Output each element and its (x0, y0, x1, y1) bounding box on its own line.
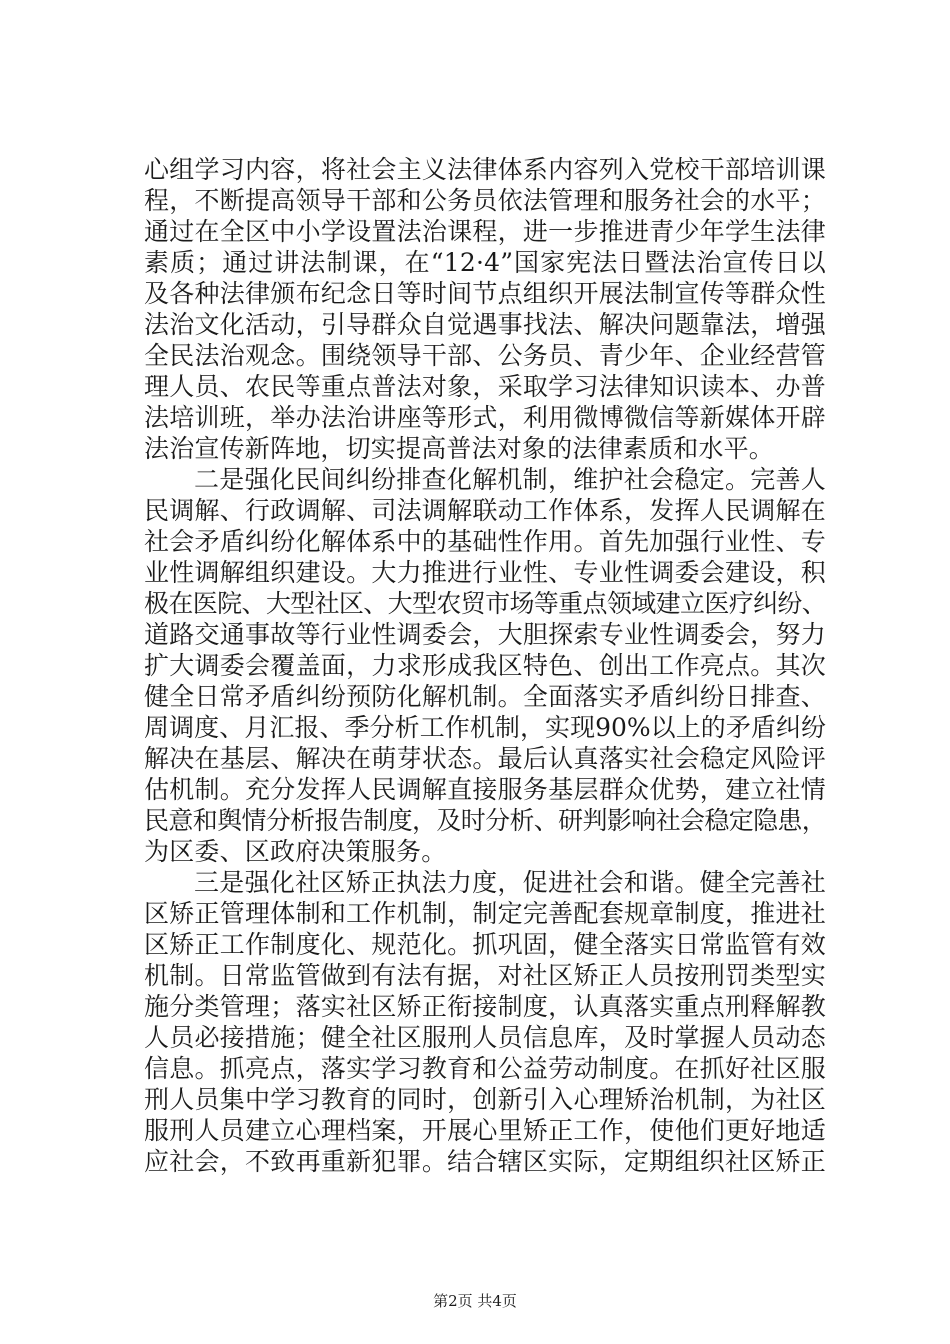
text-line: 施分类管理；落实社区矫正衔接制度，认真落实重点刑释解教 (144, 992, 826, 1021)
text-line: 三是强化社区矫正执法力度，促进社会和谐。健全完善社 (194, 868, 826, 897)
text-line: 理人员、农民等重点普法对象，采取学习法律知识读本、办普 (144, 372, 826, 401)
text-line: 民调解、行政调解、司法调解联动工作体系，发挥人民调解在 (144, 496, 826, 525)
text-line: 应社会，不致再重新犯罪。结合辖区实际，定期组织社区矫正 (144, 1147, 826, 1176)
paragraph-1 (144, 154, 826, 464)
text-line: 健全日常矛盾纠纷预防化解机制。全面落实矛盾纠纷日排查、 (144, 682, 826, 711)
text-line: 解决在基层、解决在萌芽状态。最后认真落实社会稳定风险评 (144, 744, 826, 773)
text-line: 为区委、区政府决策服务。 (144, 837, 447, 866)
text-line: 业性调解组织建设。大力推进行业性、专业性调委会建设，积 (144, 558, 826, 587)
text-line: 区矫正管理体制和工作机制，制定完善配套规章制度，推进社 (144, 899, 826, 928)
page-footer (0, 1291, 950, 1311)
text-line: 周调度、月汇报、季分析工作机制，实现90%以上的矛盾纠纷 (144, 713, 826, 742)
paragraph-3 (144, 867, 826, 1177)
text-line: 刑人员集中学习教育的同时，创新引入心理矫治机制，为社区 (144, 1085, 826, 1114)
text-line: 心组学习内容，将社会主义法律体系内容列入党校干部培训课 (144, 155, 826, 184)
text-line: 机制。日常监管做到有法有据，对社区矫正人员按刑罚类型实 (144, 961, 826, 990)
text-line: 区矫正工作制度化、规范化。抓巩固，健全落实日常监管有效 (144, 930, 826, 959)
text-line: 民意和舆情分析报告制度，及时分析、研判影响社会稳定隐患， (144, 806, 826, 835)
text-line: 全民法治观念。围绕领导干部、公务员、青少年、企业经营管 (144, 341, 826, 370)
text-line: 道路交通事故等行业性调委会，大胆探索专业性调委会，努力 (144, 620, 826, 649)
text-line: 信息。抓亮点，落实学习教育和公益劳动制度。在抓好社区服 (144, 1054, 826, 1083)
text-line: 法治宣传新阵地，切实提高普法对象的法律素质和水平。 (144, 434, 775, 463)
text-line: 估机制。充分发挥人民调解直接服务基层群众优势，建立社情 (144, 775, 826, 804)
text-line: 及各种法律颁布纪念日等时间节点组织开展法制宣传等群众性 (144, 279, 826, 308)
page-number-label: 第2页 共4页 (433, 1292, 517, 1310)
text-line: 二是强化民间纠纷排查化解机制，维护社会稳定。完善人 (194, 465, 826, 494)
text-line: 人员必接措施；健全社区服刑人员信息库，及时掌握人员动态 (144, 1023, 826, 1052)
text-line: 通过在全区中小学设置法治课程，进一步推进青少年学生法律 (144, 217, 826, 246)
text-line: 极在医院、大型社区、大型农贸市场等重点领域建立医疗纠纷、 (144, 589, 826, 618)
text-line: 素质；通过讲法制课，在“12·4”国家宪法日暨法治宣传日以 (144, 248, 826, 277)
text-line: 社会矛盾纠纷化解体系中的基础性作用。首先加强行业性、专 (144, 527, 826, 556)
text-line: 服刑人员建立心理档案，开展心里矫正工作，使他们更好地适 (144, 1116, 826, 1145)
text-line: 扩大调委会覆盖面，力求形成我区特色、创出工作亮点。其次 (144, 651, 826, 680)
text-line: 程，不断提高领导干部和公务员依法管理和服务社会的水平； (144, 186, 826, 215)
paragraph-2 (144, 464, 826, 867)
body-text (144, 154, 826, 1177)
text-line: 法治文化活动，引导群众自觉遇事找法、解决问题靠法，增强 (144, 310, 826, 339)
text-line: 法培训班，举办法治讲座等形式，利用微博微信等新媒体开辟 (144, 403, 826, 432)
